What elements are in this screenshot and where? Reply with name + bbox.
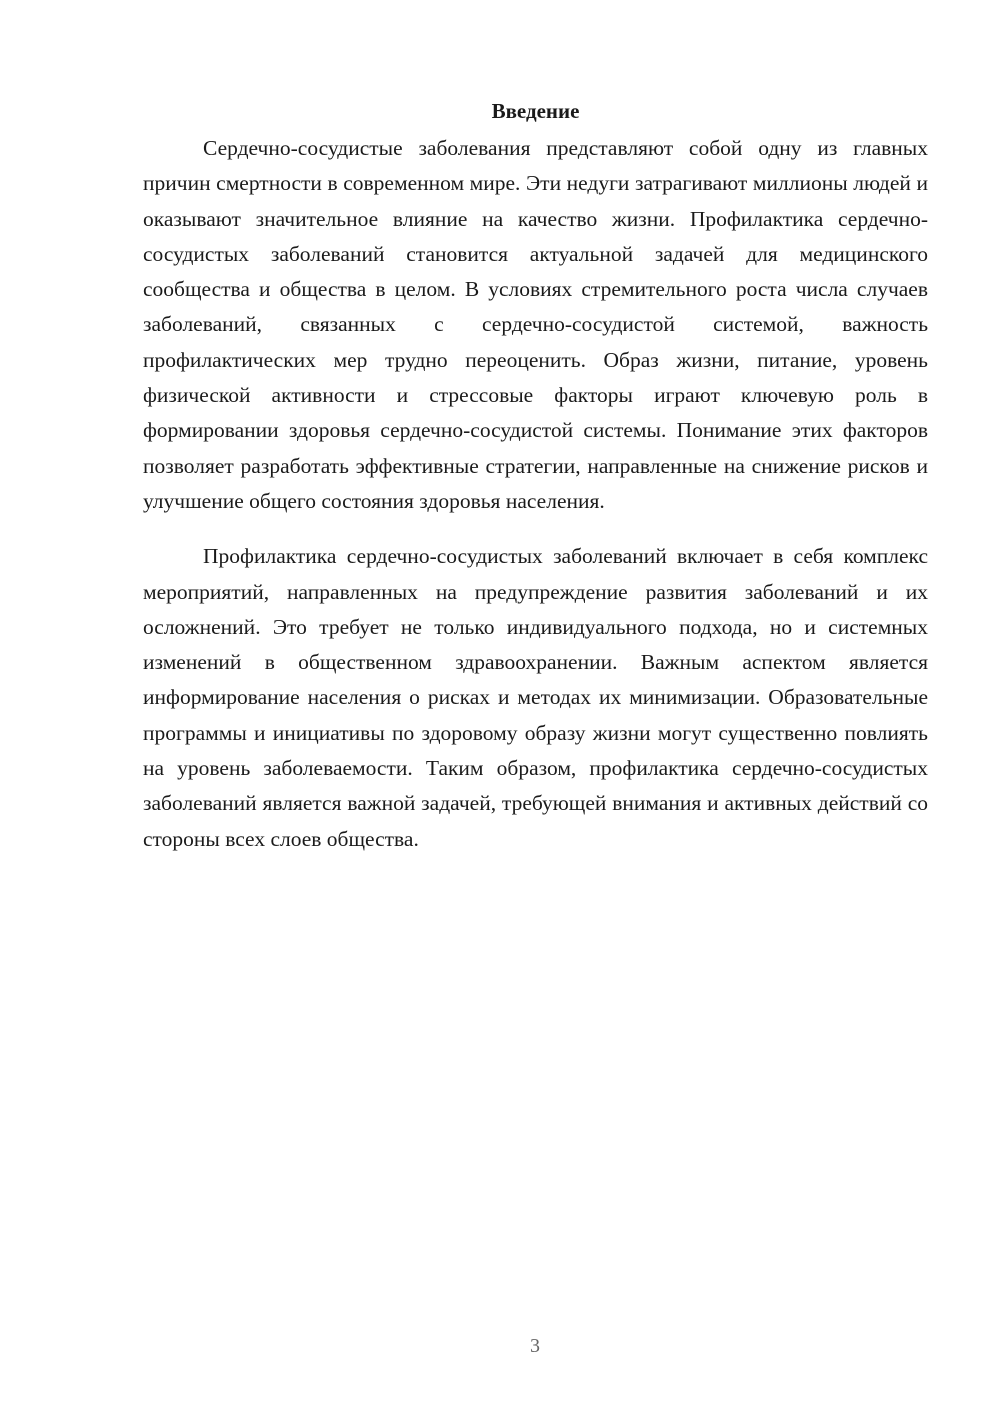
page-content — [143, 96, 928, 857]
page-number: 3 — [530, 1335, 540, 1357]
section-title: Введение — [491, 99, 580, 123]
paragraph-2: Профилактика сердечно-сосудистых заболеваний включает в себя комплекс мероприятий, направленных на предупреждение развития заболеваний и их осложнений. Это требует не только индивидуального подхода, но и системных изменений в общественном здравоохранении. Важным аспектом является информирование населения о рисках и методах их минимизации. Образовательные программы и инициативы по здоровому образу жизни могут существенно повлиять на уровень заболеваемости. Таким образом, профилактика сердечно-сосудистых заболеваний является важной задачей, требующей внимания и активных действий со стороны всех слоев общества. — [143, 544, 928, 851]
paragraph-1: Сердечно-сосудистые заболевания представляют собой одну из главных причин смертности в современном мире. Эти недуги затрагивают миллионы людей и оказывают значительное влияние на качество жизни. Профилактика сердечно-сосудистых заболеваний становится актуальной задачей для медицинского сообщества и общества в целом. В условиях стремительного роста числа случаев заболеваний, связанных с сердечно-сосудистой системой, важность профилактических мер трудно переоценить. Образ жизни, питание, уровень физической активности и стрессовые факторы играют ключевую роль в формировании здоровья сердечно-сосудистой системы. Понимание этих факторов позволяет разработать эффективные стратегии, направленные на снижение рисков и улучшение общего состояния здоровья населения. — [143, 136, 928, 513]
